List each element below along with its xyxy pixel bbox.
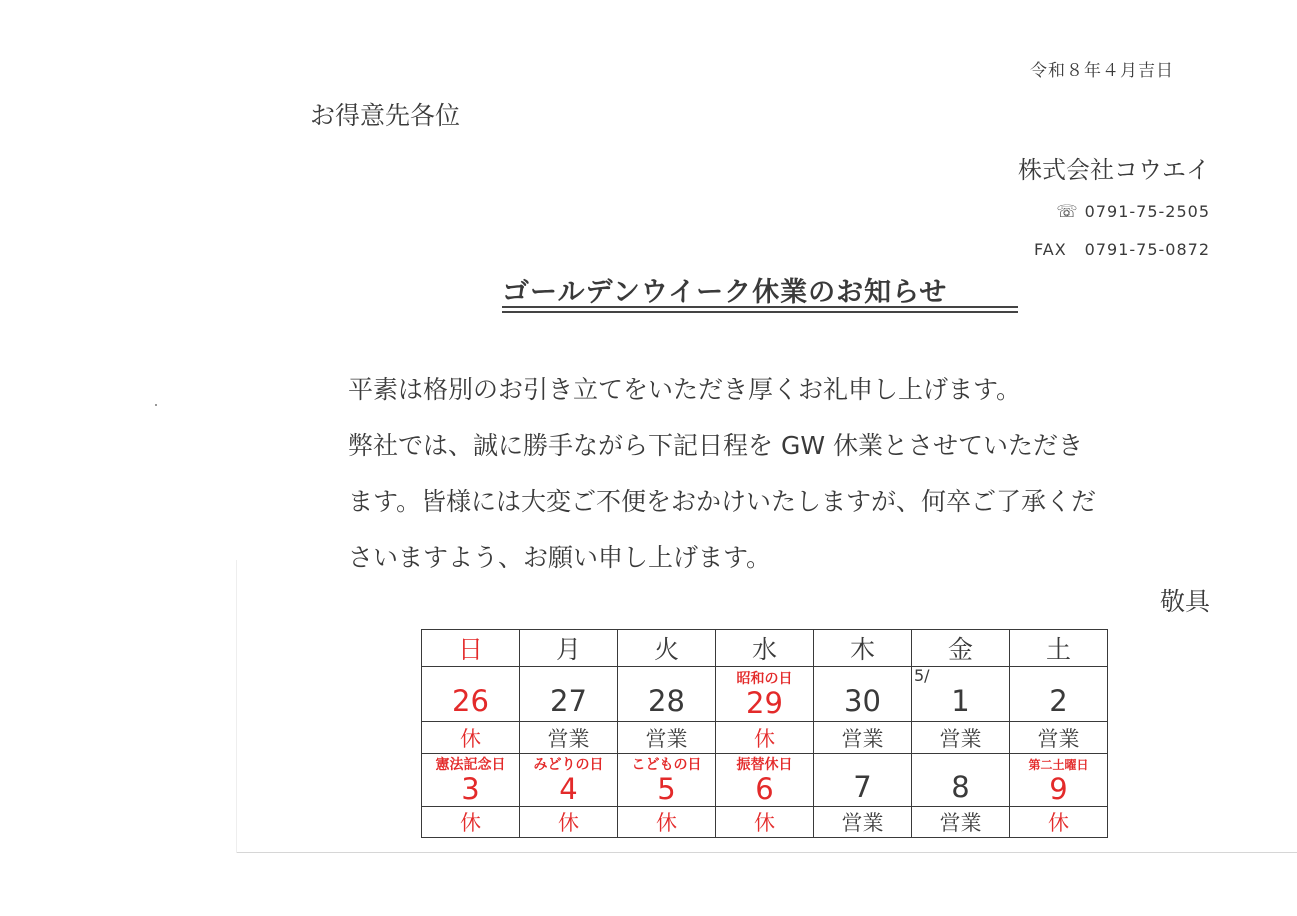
notice-title: ゴールデンウイーク休業のお知らせ	[502, 277, 948, 308]
calendar-day-cell	[814, 667, 912, 722]
holiday-name: こどもの日	[631, 757, 702, 773]
day-number: 4	[559, 772, 578, 806]
status-open: 営業	[814, 807, 912, 838]
holiday-name: 振替休日	[736, 757, 793, 773]
calendar-day-cell	[814, 754, 912, 807]
calendar-day-cell	[716, 667, 814, 722]
weekday-monday: 月	[520, 630, 618, 667]
calendar-day-cell	[520, 754, 618, 807]
status-open: 営業	[814, 722, 912, 754]
status-open: 営業	[912, 807, 1010, 838]
holiday-name: 第二土曜日	[1028, 758, 1089, 772]
body-line: さいますよう、お願い申し上げます。	[348, 543, 772, 572]
body-line: 弊社では、誠に勝手ながら下記日程を GW 休業とさせていただき	[348, 431, 1083, 460]
week1-status-row	[422, 722, 1108, 754]
day-number: 9	[1049, 772, 1068, 806]
day-number: 26	[452, 684, 489, 718]
week1-date-row	[422, 667, 1108, 722]
fax-number: 0791-75-0872	[1084, 240, 1210, 259]
calendar-day-cell	[618, 667, 716, 722]
holiday-name: 憲法記念日	[435, 757, 506, 773]
day-number: 2	[1049, 684, 1068, 718]
day-number: 30	[844, 684, 881, 718]
issue-date: 令和８年４月吉日	[1030, 61, 1174, 81]
closing-remark: 敬具	[1159, 587, 1210, 616]
fax-line	[1034, 240, 1210, 259]
status-open: 営業	[618, 722, 716, 754]
body-line: ます。皆様には大変ご不便をおかけいたしますが、何卒ご了承くだ	[348, 487, 1097, 516]
status-closed: 休	[422, 722, 520, 754]
recipient: お得意先各位	[310, 101, 461, 130]
day-number: 7	[853, 770, 872, 804]
calendar-day-cell	[422, 754, 520, 807]
weekday-sunday: 日	[422, 630, 520, 667]
day-number: 1	[951, 684, 970, 718]
weekday-wednesday: 水	[716, 630, 814, 667]
title-double-underline	[502, 306, 1018, 313]
holiday-calendar	[421, 629, 1108, 838]
calendar-day-cell	[422, 667, 520, 722]
tel-line	[1056, 202, 1210, 222]
body-line: 平素は格別のお引き立てをいただき厚くお礼申し上げます。	[348, 375, 1022, 404]
status-closed: 休	[520, 807, 618, 838]
status-open: 営業	[520, 722, 618, 754]
week2-status-row	[422, 807, 1108, 838]
fax-label: FAX	[1034, 240, 1067, 259]
week2-date-row	[422, 754, 1108, 807]
day-number: 6	[755, 772, 774, 806]
weekday-tuesday: 火	[618, 630, 716, 667]
status-open: 営業	[912, 722, 1010, 754]
tel-number: 0791-75-2505	[1084, 202, 1210, 221]
holiday-name: みどりの日	[533, 757, 604, 773]
scan-edge	[236, 560, 237, 853]
status-closed: 休	[716, 807, 814, 838]
weekday-saturday: 土	[1010, 630, 1108, 667]
status-open: 営業	[1010, 722, 1108, 754]
day-number: 8	[951, 770, 970, 804]
status-closed: 休	[1010, 807, 1108, 838]
calendar-day-cell	[912, 754, 1010, 807]
calendar-day-cell	[618, 754, 716, 807]
weekday-header-row	[422, 630, 1108, 667]
scan-edge	[236, 852, 1297, 853]
status-closed: 休	[716, 722, 814, 754]
calendar-day-cell	[520, 667, 618, 722]
weekday-friday: 金	[912, 630, 1010, 667]
scan-speck	[155, 404, 157, 406]
day-number: 28	[648, 684, 685, 718]
status-closed: 休	[422, 807, 520, 838]
calendar-day-cell	[716, 754, 814, 807]
day-number: 5	[657, 772, 676, 806]
month-prefix: 5/	[914, 666, 930, 685]
day-number: 3	[461, 772, 480, 806]
phone-icon: ☏	[1056, 202, 1079, 222]
company-name: 株式会社コウエイ	[1018, 156, 1210, 184]
holiday-name: 昭和の日	[736, 671, 793, 687]
status-closed: 休	[618, 807, 716, 838]
notice-body	[348, 362, 1218, 586]
day-number: 29	[746, 686, 783, 720]
day-number: 27	[550, 684, 587, 718]
calendar-day-cell	[1010, 754, 1108, 807]
calendar-day-cell	[912, 667, 1010, 722]
weekday-thursday: 木	[814, 630, 912, 667]
calendar-day-cell	[1010, 667, 1108, 722]
